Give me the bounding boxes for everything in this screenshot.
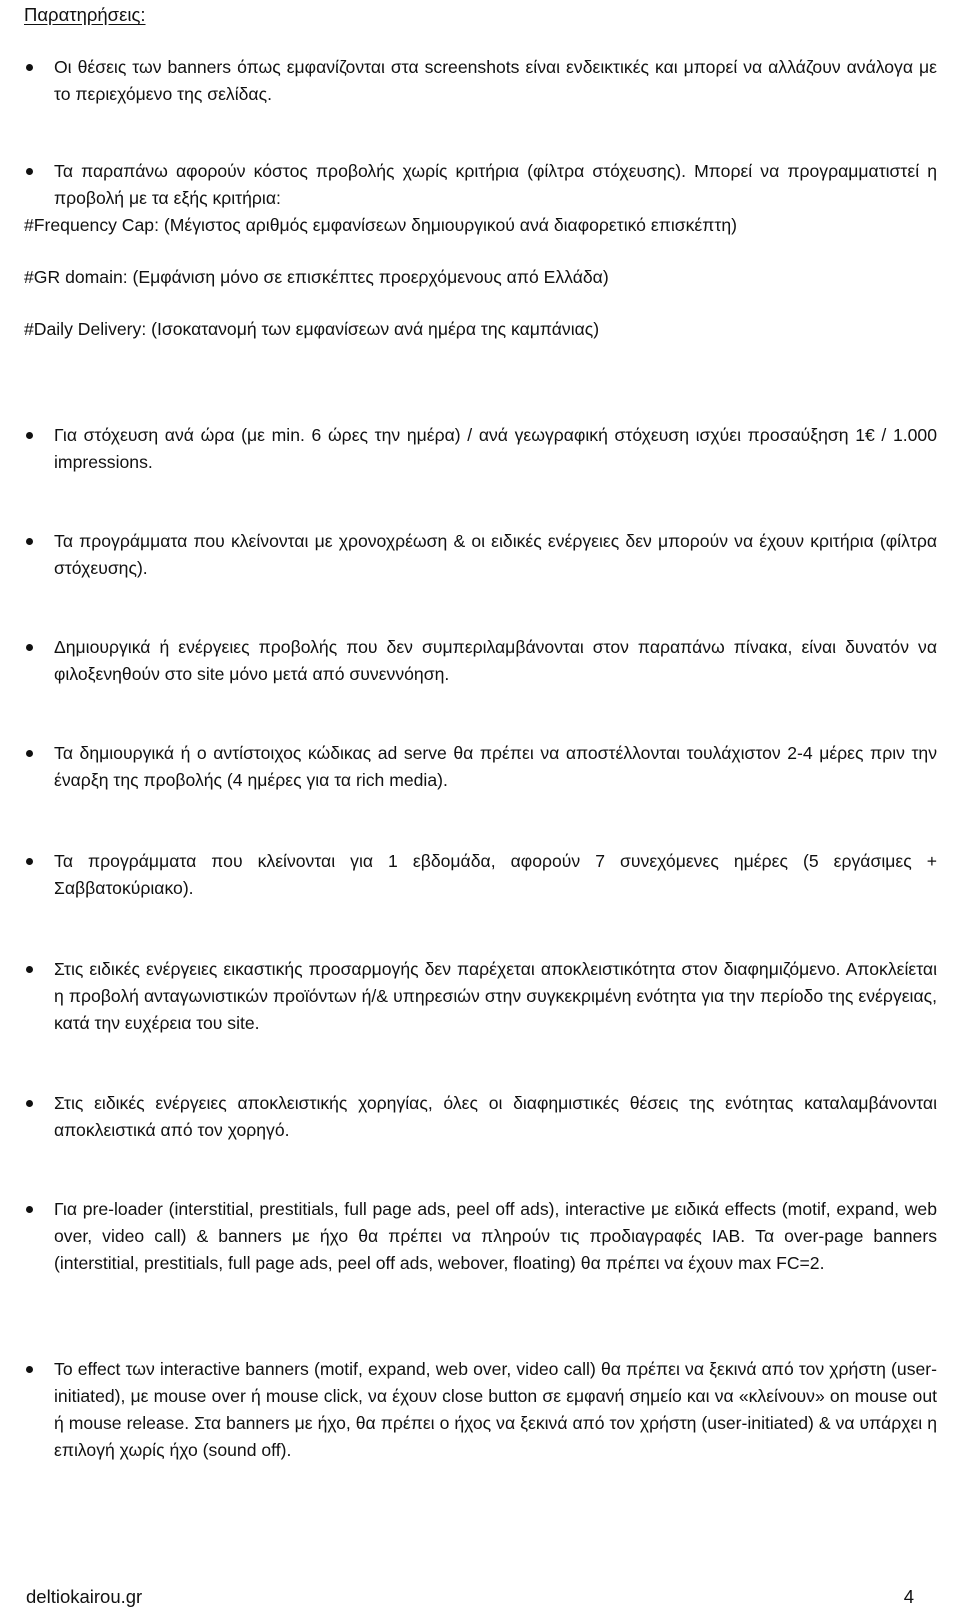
item-text: Το effect των interactive banners (motif, expand, web over, video call) θα πρέπει να ξεκινά από τον χρήστη (user-initiated), με mouse over ή mouse click, να έχουν close button σε εμφανή σημείο και να «κλείνουν» on mouse out ή mouse release. Στα banners με ήχο, θα πρέπει ο ήχος να ξεκινά από τον χρήστη (user-initiated) & να υπάρχει η επιλογή χωρίς ήχο (sound off). [54, 1359, 937, 1460]
item-text: Τα προγράμματα που κλείνονται με χρονοχρέωση & οι ειδικές ενέργειες δεν μπορούν να έχουν κριτήρια (φίλτρα στόχευσης). [54, 531, 937, 578]
bullet-icon [26, 858, 33, 865]
item-text: Οι θέσεις των banners όπως εμφανίζονται στα screenshots είναι ενδεικτικές και μπορεί να αλλάζουν ανάλογα με το περιεχόμενο της σελίδας. [54, 57, 937, 104]
item-text: Τα παραπάνω αφορούν κόστος προβολής χωρίς κριτήρια (φίλτρα στόχευσης). Μπορεί να προγραμματιστεί η προβολή με τα εξής κριτήρια: [54, 161, 937, 208]
page-heading: Παρατηρήσεις: [24, 4, 146, 25]
list-item [26, 740, 937, 794]
list-item [26, 54, 937, 108]
list-item [26, 634, 937, 688]
item-text: Στις ειδικές ενέργειες εικαστικής προσαρμογής δεν παρέχεται αποκλειστικότητα στον διαφημιζόμενο. Αποκλείεται η προβολή ανταγωνιστικών προϊόντων ή/& υπηρεσιών στην συγκεκριμένη ενότητα για την περίοδο της ενέργειας, κατά την ευχέρεια του site. [54, 959, 937, 1033]
bullet-icon [26, 644, 33, 651]
criteria-daily-delivery: #Daily Delivery: (Ισοκατανομή των εμφανίσεων ανά ημέρα της καμπάνιας) [24, 319, 600, 339]
bullet-icon [26, 168, 33, 175]
bullet-icon [26, 538, 33, 545]
bullet-icon [26, 64, 33, 71]
list-item [26, 528, 937, 582]
criteria-gr-domain: #GR domain: (Εμφάνιση μόνο σε επισκέπτες προερχόμενους από Ελλάδα) [24, 267, 609, 287]
bullet-icon [26, 966, 33, 973]
list-item [26, 848, 937, 902]
bullet-icon [26, 1366, 33, 1373]
list-item [26, 956, 937, 1037]
footer-page-number: 4 [903, 1586, 914, 1607]
item-text: Για pre-loader (interstitial, prestitials, full page ads, peel off ads), interactive με ειδικά effects (motif, expand, web over, video call) & banners με ήχο θα πρέπει να πληρούν τις προδιαγραφές IAB. Τα over-page banners (interstitial, prestitials, full page ads, peel off ads, webover, floating) θα πρέπει να έχουν max FC=2. [54, 1199, 937, 1273]
criteria-frequency-cap: #Frequency Cap: (Μέγιστος αριθμός εμφανίσεων δημιουργικού ανά διαφορετικό επισκέπτη) [24, 215, 737, 235]
bullet-icon [26, 750, 33, 757]
list-item [26, 422, 937, 476]
list-item [26, 1090, 937, 1144]
bullet-icon [26, 432, 33, 439]
bullet-icon [26, 1206, 33, 1213]
item-text: Δημιουργικά ή ενέργειες προβολής που δεν συμπεριλαμβάνονται στον παραπάνω πίνακα, είναι δυνατόν να φιλοξενηθούν στο site μόνο μετά από συνεννόηση. [54, 637, 937, 684]
footer-site: deltiokairou.gr [26, 1586, 143, 1607]
item-text: Τα δημιουργικά ή ο αντίστοιχος κώδικας ad serve θα πρέπει να αποστέλλονται τουλάχιστον 2-4 μέρες πριν την έναρξη της προβολής (4 ημέρες για τα rich media). [54, 743, 937, 790]
item-text: Τα προγράμματα που κλείνονται για 1 εβδομάδα, αφορούν 7 συνεχόμενες ημέρες (5 εργάσιμες + Σαββατοκύριακο). [54, 851, 937, 898]
item-text: Στις ειδικές ενέργειες αποκλειστικής χορηγίας, όλες οι διαφημιστικές θέσεις της ενότητας καταλαμβάνονται αποκλειστικά από τον χορηγό. [54, 1093, 937, 1140]
list-item [26, 1356, 937, 1464]
list-item [26, 158, 937, 212]
bullet-icon [26, 1100, 33, 1107]
list-item [26, 1196, 937, 1277]
item-text: Για στόχευση ανά ώρα (με min. 6 ώρες την ημέρα) / ανά γεωγραφική στόχευση ισχύει προσαύξηση 1€ / 1.000 impressions. [54, 425, 937, 472]
